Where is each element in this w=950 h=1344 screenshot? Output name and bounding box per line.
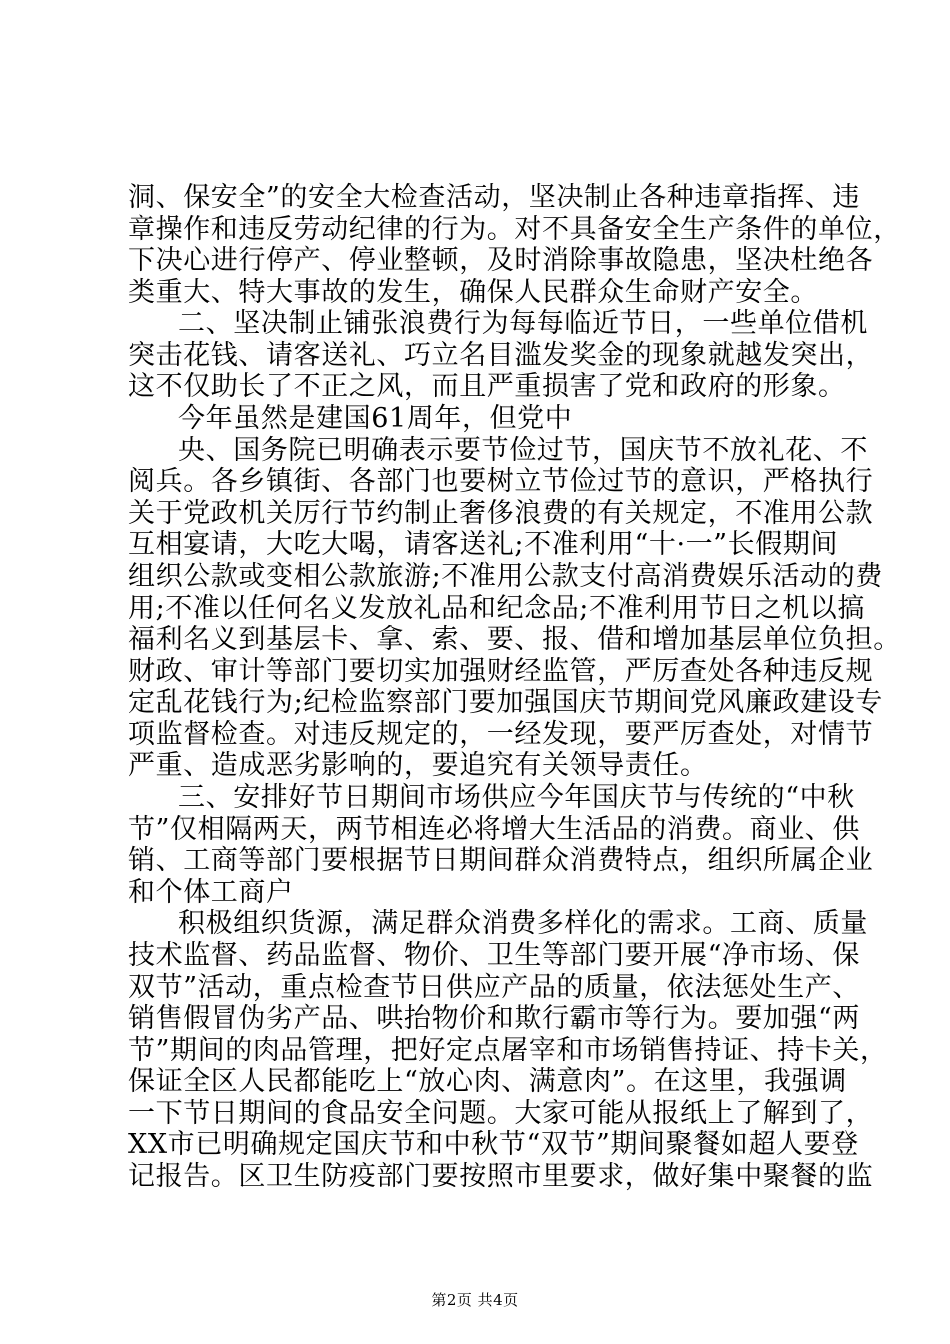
- text-line: 关于党政机关厉行节约制止奢侈浪费的有关规定，不准用公款: [128, 498, 874, 529]
- text-line: 突击花钱、请客送礼、巧立名目滥发奖金的现象就越发突出，: [128, 340, 874, 371]
- text-line: 财政、审计等部门要切实加强财经监管，严厉查处各种违反规: [128, 656, 874, 687]
- text-line: 组织公款或变相公款旅游;不准用公款支付高消费娱乐活动的费: [128, 561, 883, 592]
- text-line: 二、坚决制止铺张浪费行为每每临近节日，一些单位借机: [178, 308, 868, 339]
- text-line: 定乱花钱行为;纪检监察部门要加强国庆节期间党风廉政建设专: [128, 687, 883, 718]
- text-line: 章操作和违反劳动纪律的行为。对不具备安全生产条件的单位，: [128, 214, 901, 245]
- text-line: 和个体工商户: [128, 877, 294, 908]
- text-line: 今年虽然是建国61周年，但党中: [178, 403, 573, 434]
- text-line: 记报告。区卫生防疫部门要按照市里要求，做好集中聚餐的监: [128, 1161, 874, 1192]
- text-line: 销售假冒伪劣产品、哄抬物价和欺行霸市等行为。要加强“两: [128, 1003, 861, 1034]
- text-line: 销、工商等部门要根据节日期间群众消费特点，组织所属企业: [128, 845, 874, 876]
- text-line: 央、国务院已明确表示要节俭过节，国庆节不放礼花、不: [178, 435, 868, 466]
- text-line: 互相宴请，大吃大喝，请客送礼;不准利用“十·一”长假期间: [128, 529, 839, 560]
- text-line: 一下节日期间的食品安全问题。大家可能从报纸上了解到了，: [128, 1098, 874, 1129]
- text-line: 下决心进行停产、停业整顿，及时消除事故隐患，坚决杜绝各: [128, 245, 874, 276]
- text-line: 节”仅相隔两天，两节相连必将增大生活品的消费。商业、供: [128, 814, 861, 845]
- page-number-footer: 第2页 共4页: [431, 1291, 519, 1309]
- text-line: 保证全区人民都能吃上“放心肉、满意肉”。在这里，我强调: [128, 1066, 847, 1097]
- text-line: 阅兵。各乡镇街、各部门也要树立节俭过节的意识，严格执行: [128, 466, 874, 497]
- text-line: 三、安排好节日期间市场供应今年国庆节与传统的“中秋: [178, 782, 855, 813]
- text-line: 洞、保安全”的安全大检查活动，坚决制止各种违章指挥、违: [128, 182, 861, 213]
- text-line: 技术监督、药品监督、物价、卫生等部门要开展“净市场、保: [128, 940, 861, 971]
- text-line: 福利名义到基层卡、拿、索、要、报、借和增加基层单位负担。: [128, 624, 901, 655]
- text-line: 双节”活动，重点检查节日供应产品的质量，依法惩处生产、: [128, 972, 861, 1003]
- text-line: XX市已明确规定国庆节和中秋节“双节”期间聚餐如超人要登: [128, 1129, 859, 1160]
- text-line: 严重、造成恶劣影响的，要追究有关领导责任。: [128, 750, 708, 781]
- text-line: 类重大、特大事故的发生，确保人民群众生命财产安全。: [128, 277, 818, 308]
- text-line: 项监督检查。对违反规定的，一经发现，要严厉查处，对情节: [128, 719, 874, 750]
- text-line: 这不仅助长了不正之风，而且严重损害了党和政府的形象。: [128, 371, 846, 402]
- text-line: 用;不准以任何名义发放礼品和纪念品;不准利用节日之机以搞: [128, 593, 865, 624]
- text-line: 积极组织货源，满足群众消费多样化的需求。工商、质量: [178, 908, 868, 939]
- text-line: 节”期间的肉品管理，把好定点屠宰和市场销售持证、持卡关，: [128, 1035, 888, 1066]
